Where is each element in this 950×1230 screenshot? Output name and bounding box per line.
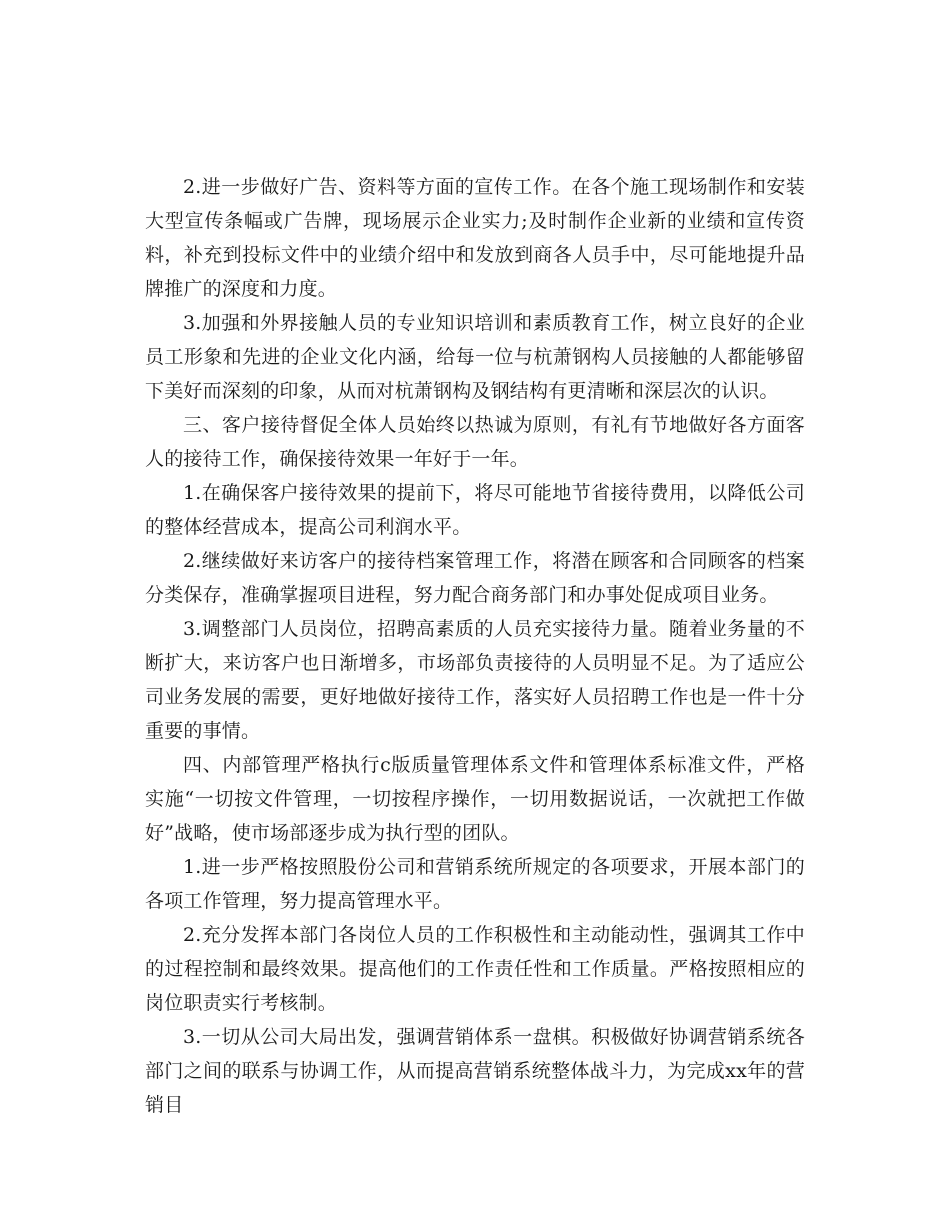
paragraph-reception-cost: 1.在确保客户接待效果的提前下，将尽可能地节省接待费用，以降低公司的整体经营成本，提高公司利润水平。 (145, 482, 805, 538)
paragraph-section-internal-management: 四、内部管理严格执行c版质量管理体系文件和管理体系标准文件，严格实施“一切按文件管理，一切按程序操作，一切用数据说话，一次就把工作做好”战略，使市场部逐步成为执行型的团队。 (145, 754, 805, 844)
document-body (145, 170, 805, 1122)
paragraph-staff-initiative: 2.充分发挥本部门各岗位人员的工作积极性和主动能动性，强调其工作中的过程控制和最终效果。提高他们的工作责任性和工作质量。严格按照相应的岗位职责实行考核制。 (145, 924, 805, 1014)
paragraph-promotion: 2.进一步做好广告、资料等方面的宣传工作。在各个施工现场制作和安装大型宣传条幅或广告牌，现场展示企业实力;及时制作企业新的业绩和宣传资料，补充到投标文件中的业绩介绍中和发放到商各人员手中，尽可能地提升品牌推广的深度和力度。 (145, 176, 805, 300)
paragraph-reception-staffing: 3.调整部门人员岗位，招聘高素质的人员充实接待力量。随着业务量的不断扩大，来访客户也日渐增多，市场部负责接待的人员明显不足。为了适应公司业务发展的需要，更好地做好接待工作，落实好人员招聘工作也是一件十分重要的事情。 (145, 618, 805, 742)
paragraph-section-customer-reception: 三、客户接待督促全体人员始终以热诚为原则，有礼有节地做好各方面客人的接待工作，确保接待效果一年好于一年。 (145, 414, 805, 470)
paragraph-coordination: 3.一切从公司大局出发，强调营销体系一盘棋。积极做好协调营销系统各部门之间的联系与协调工作，从而提高营销系统整体战斗力，为完成xx年的营销目 (145, 1026, 805, 1116)
paragraph-staff-training: 3.加强和外界接触人员的专业知识培训和素质教育工作，树立良好的企业员工形象和先进的企业文化内涵，给每一位与杭萧钢构人员接触的人都能够留下美好而深刻的印象，从而对杭萧钢构及钢结构有更清晰和深层次的认识。 (145, 312, 805, 402)
paragraph-reception-archive: 2.继续做好来访客户的接待档案管理工作，将潜在顾客和合同顾客的档案分类保存，准确掌握项目进程，努力配合商务部门和办事处促成项目业务。 (145, 550, 805, 606)
paragraph-management-requirements: 1.进一步严格按照股份公司和营销系统所规定的各项要求，开展本部门的各项工作管理，努力提高管理水平。 (145, 856, 805, 912)
